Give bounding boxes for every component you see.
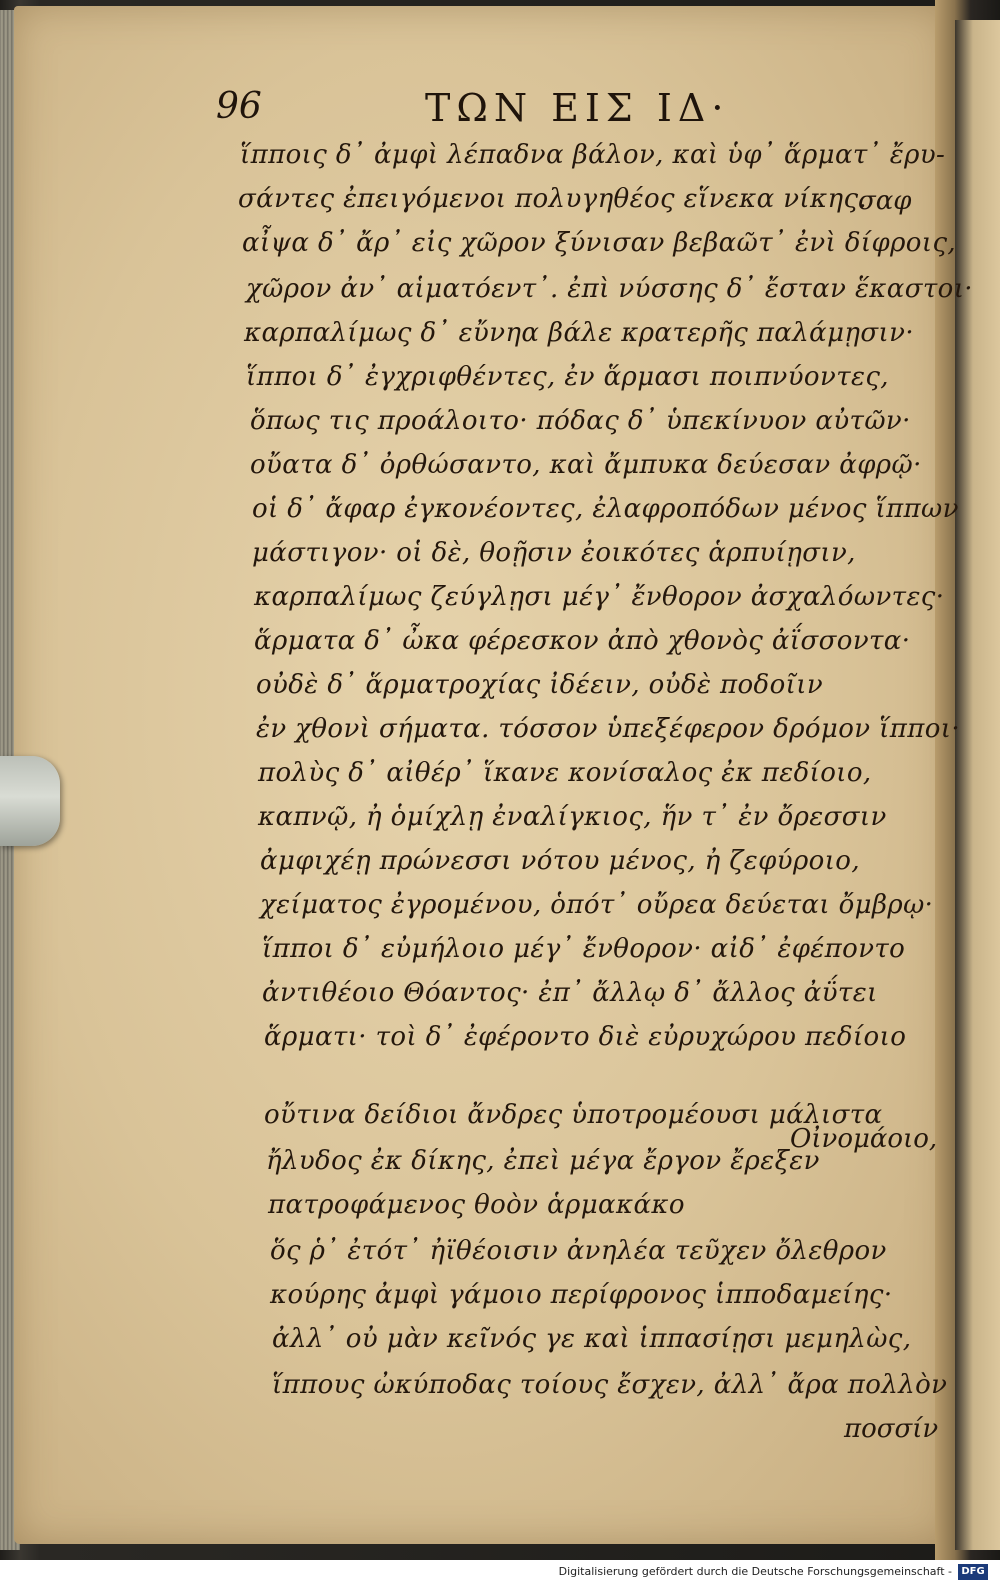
text-line: οἱ δ᾽ ἄφαρ ἐγκονέοντες, ἐλαφροπόδων μένος ἵππων [252,494,959,524]
text-line: ἀλλ᾽ οὐ μὰν κεῖνός γε καὶ ἱππασίῃσι μεμηλὼς, [272,1324,912,1354]
text-line: οὔατα δ᾽ ὀρθώσαντο, καὶ ἄμπυκα δεύεσαν ἀφρῷ· [250,450,922,480]
page-number: 96 [216,86,262,127]
marginal-note: Οἰνομάοιο, [790,1124,938,1154]
running-head: ΤΩΝ ΕΙΣ ΙΔ· [425,86,730,130]
text-line: ἅρματι· τοὶ δ᾽ ἐφέροντο διὲ εὐρυχώρου πεδίοιο [264,1022,907,1052]
text-line: ὅς ῥ᾽ ἐτότ᾽ ἠϊθέοισιν ἀνηλέα τεῦχεν ὄλεθρον [270,1236,887,1266]
text-line: ἅρματα δ᾽ ὦκα φέρεσκον ἀπὸ χθονὸς ἀΐσσοντα· [254,626,911,656]
text-line: ἵπποι δ᾽ ἐγχριφθέντες, ἐν ἅρμασι ποιπνύοντες, [246,362,889,392]
text-line: καρπαλίμως δ᾽ εὔνηα βάλε κρατερῆς παλάμῃσιν· [244,318,914,348]
text-line: ἀμφιχέῃ πρώνεσσι νότου μένος, ἠ ζεφύροιο, [260,846,861,876]
text-line: σάντες ἐπειγόμενοι πολυγηθέος εἵνεκα νίκης. [238,184,868,214]
text-line: καρπαλίμως ζεύγλῃσι μέγ᾽ ἔνθορον ἀσχαλόωντες· [254,582,945,612]
text-line: οὐδὲ δ᾽ ἅρματροχίας ἰδέειν, οὐδὲ ποδοῖιν [256,670,824,700]
text-line: κούρης ἀμφὶ γάμοιο περίφρονος ἱπποδαμείης· [270,1280,893,1310]
text-line: ἵπποι δ᾽ εὐμήλοιο μέγ᾽ ἔνθορον· αἰδ᾽ ἐφέποντο [262,934,906,964]
text-line: ὅπως τις προάλοιτο· πόδας δ᾽ ὑπεκίνυον αὐτῶν· [250,406,911,436]
text-line: πολὺς δ᾽ αἰθέρ᾽ ἵκανε κονίσαλος ἐκ πεδίοιο, [258,758,872,788]
marginal-note: σαφ [858,186,912,216]
text-line: αἶψα δ᾽ ἄρ᾽ εἰς χῶρον ξύνισαν βεβαῶτ᾽ ἐνὶ δίφροις, [242,228,957,258]
facing-page-edge [955,20,1000,1550]
text-line: ἤλυδος ἐκ δίκης, ἐπεὶ μέγα ἔργον ἔρεξεν [266,1146,820,1176]
text-line: καπνῷ, ἠ ὁμίχλῃ ἐναλίγκιος, ἥν τ᾽ ἐν ὄρεσσιν [258,802,887,832]
footer-bar [0,1560,1000,1586]
page-clip [0,756,60,846]
text-line: πατροφάμενος θοὸν ἁρμακάκο [268,1190,685,1220]
text-line: χείματος ἐγρομένου, ὁπότ᾽ οὔρεα δεύεται ὄμβρῳ· [260,890,934,920]
text-line: οὔτινα δείδιοι ἄνδρες ὑποτρομέουσι μάλιστα [264,1100,883,1130]
text-line: ἀντιθέοιο Θόαντος· ἐπ᾽ ἄλλῳ δ᾽ ἄλλος ἀΰτει [262,978,878,1008]
footer-credit: Digitalisierung gefördert durch die Deutsche Forschungsgemeinschaft - [558,1565,952,1578]
text-line: ἐν χθονὶ σήματα. τόσσον ὑπεξέφερον δρόμον ἵπποι· [256,714,961,744]
text-line: μάστιγον· οἱ δὲ, θοῇσιν ἐοικότες ἁρπυίῃσιν, [252,538,856,568]
text-line: ἵππους ὠκύποδας τοίους ἔσχεν, ἀλλ᾽ ἄρα πολλὸν [272,1370,948,1400]
text-line: χῶρον ἀν᾽ αἱματόεντ᾽. ἐπὶ νύσσης δ᾽ ἔσταν ἕκαστοι· [246,274,973,304]
catchword: ποσσίν [844,1414,939,1444]
dfg-logo-icon: DFG [958,1564,988,1580]
text-line: ἵπποις δ᾽ ἀμφὶ λέπαδνα βάλον, καὶ ὑφ᾽ ἅρματ᾽ ἔρυ- [240,140,946,170]
